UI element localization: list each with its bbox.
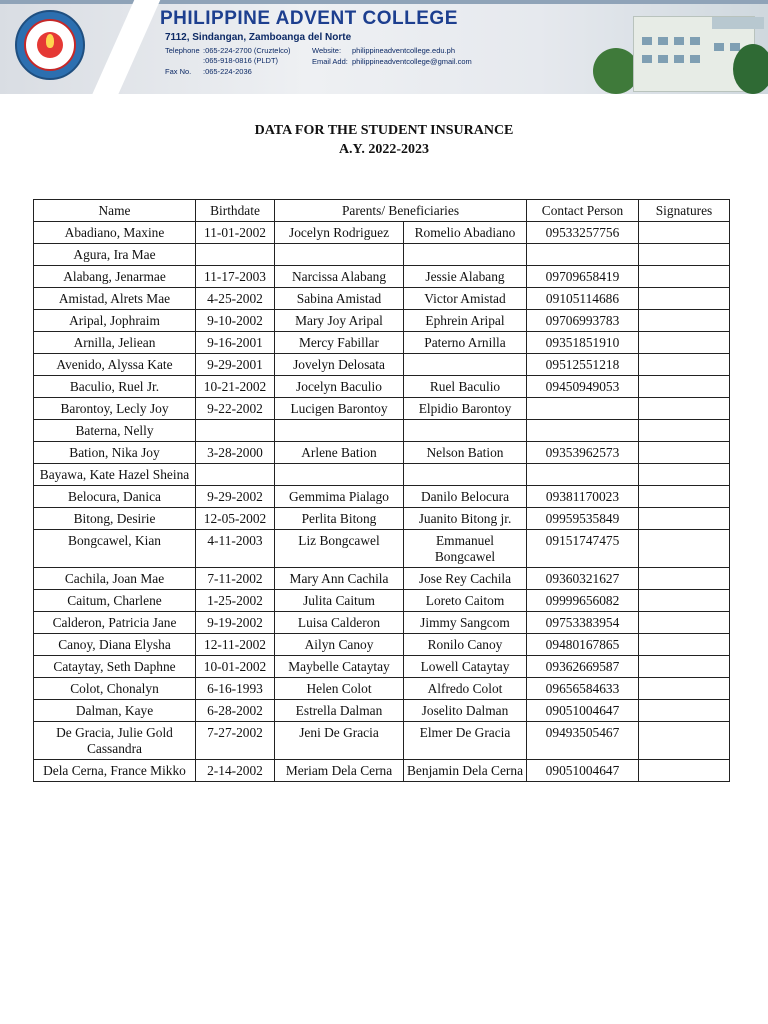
cell-signature [639,332,730,354]
cell-parent-mother: Lucigen Barontoy [275,398,404,420]
cell-signature [639,486,730,508]
table-row [34,310,730,332]
cell-name: Alabang, Jenarmae [34,266,196,288]
cell-parent-mother: Meriam Dela Cerna [275,760,404,782]
website-label: Website: [312,46,342,55]
cell-parent-father: Elmer De Gracia [404,722,527,760]
cell-birthdate: 12-11-2002 [196,634,275,656]
cell-parent-mother [275,464,404,486]
cell-signature [639,376,730,398]
cell-contact-number: 09450949053 [527,376,639,398]
fax-label: Fax No. [165,67,192,76]
cell-name: Baculio, Ruel Jr. [34,376,196,398]
cell-birthdate: 1-25-2002 [196,590,275,612]
cell-parent-mother: Estrella Dalman [275,700,404,722]
cell-parent-mother: Liz Bongcawel [275,530,404,568]
cell-parent-father [404,354,527,376]
email-label: Email Add: [312,57,348,66]
table-row [34,398,730,420]
website-url[interactable]: philippineadventcollege.edu.ph [352,46,456,55]
cell-name: Canoy, Diana Elysha [34,634,196,656]
cell-contact-number: 09381170023 [527,486,639,508]
cell-contact-number: 09351851910 [527,332,639,354]
table-row [34,222,730,244]
cell-parent-father: Loreto Caitom [404,590,527,612]
cell-parent-mother: Jocelyn Rodriguez [275,222,404,244]
cell-parent-father [404,244,527,266]
cell-contact-number: 09999656082 [527,590,639,612]
header-name: Name [34,200,196,222]
cell-parent-father: Elpidio Barontoy [404,398,527,420]
cell-birthdate: 7-27-2002 [196,722,275,760]
cell-signature [639,700,730,722]
banner-top-stripe [0,0,768,4]
cell-parent-father: Jessie Alabang [404,266,527,288]
cell-parent-father: Lowell Cataytay [404,656,527,678]
table-header-row [34,200,730,222]
cell-parent-father: Emmanuel Bongcawel [404,530,527,568]
seal-flame-icon [46,34,54,48]
cell-contact-number: 09151747475 [527,530,639,568]
cell-contact-number: 09709658419 [527,266,639,288]
cell-contact-number: 09533257756 [527,222,639,244]
cell-signature [639,222,730,244]
cell-signature [639,354,730,376]
email-address[interactable]: philippineadventcollege@gmail.com [352,57,472,66]
table-body [34,222,730,782]
header-parents-beneficiaries: Parents/ Beneficiaries [275,200,527,222]
college-name: PHILIPPINE ADVENT COLLEGE [160,8,458,29]
cell-parent-mother: Jocelyn Baculio [275,376,404,398]
cell-contact-number [527,398,639,420]
cell-signature [639,722,730,760]
cell-birthdate: 2-14-2002 [196,760,275,782]
cell-contact-number: 09512551218 [527,354,639,376]
cell-parent-mother: Gemmima Pialago [275,486,404,508]
table-row [34,678,730,700]
cell-signature [639,590,730,612]
cell-contact-number [527,464,639,486]
document-title: DATA FOR THE STUDENT INSURANCE [254,123,514,138]
cell-signature [639,420,730,442]
cell-birthdate: 9-16-2001 [196,332,275,354]
table-row [34,508,730,530]
cell-parent-father: Ronilo Canoy [404,634,527,656]
cell-name: Bongcawel, Kian [34,530,196,568]
cell-parent-father: Jimmy Sangcom [404,612,527,634]
cell-parent-mother: Ailyn Canoy [275,634,404,656]
cell-birthdate: 4-11-2003 [196,530,275,568]
cell-signature [639,568,730,590]
cell-signature [639,464,730,486]
cell-parent-father: Nelson Bation [404,442,527,464]
cell-signature [639,288,730,310]
letterhead-banner [0,0,768,94]
cell-parent-father: Alfredo Colot [404,678,527,700]
cell-name: Cataytay, Seth Daphne [34,656,196,678]
cell-signature [639,442,730,464]
cell-birthdate: 10-21-2002 [196,376,275,398]
cell-parent-father: Joselito Dalman [404,700,527,722]
cell-parent-mother: Sabina Amistad [275,288,404,310]
cell-name: Amistad, Alrets Mae [34,288,196,310]
cell-birthdate: 9-29-2002 [196,486,275,508]
cell-contact-number: 09360321627 [527,568,639,590]
cell-birthdate [196,464,275,486]
table-row [34,568,730,590]
cell-parent-mother: Jovelyn Delosata [275,354,404,376]
table-row [34,464,730,486]
cell-parent-father: Danilo Belocura [404,486,527,508]
cell-signature [639,398,730,420]
cell-signature [639,530,730,568]
telephone-number-2: :065-918-0816 (PLDT) [203,56,279,65]
cell-contact-number: 09105114686 [527,288,639,310]
cell-name: Bayawa, Kate Hazel Sheina [34,464,196,486]
table-row [34,656,730,678]
cell-parent-father: Ephrein Aripal [404,310,527,332]
cell-parent-mother: Arlene Bation [275,442,404,464]
cell-birthdate: 4-25-2002 [196,288,275,310]
cell-parent-mother [275,420,404,442]
cell-parent-father: Victor Amistad [404,288,527,310]
cell-parent-mother: Julita Caitum [275,590,404,612]
table-row [34,354,730,376]
cell-signature [639,760,730,782]
cell-contact-number: 09362669587 [527,656,639,678]
cell-parent-mother: Mary Ann Cachila [275,568,404,590]
cell-parent-mother: Perlita Bitong [275,508,404,530]
table-row [34,486,730,508]
cell-signature [639,244,730,266]
cell-parent-mother: Maybelle Cataytay [275,656,404,678]
cell-contact-number: 09753383954 [527,612,639,634]
cell-name: Agura, Ira Mae [34,244,196,266]
cell-name: Dela Cerna, France Mikko [34,760,196,782]
cell-birthdate: 9-22-2002 [196,398,275,420]
cell-name: Colot, Chonalyn [34,678,196,700]
cell-parent-mother [275,244,404,266]
table-row [34,530,730,568]
cell-parent-father: Paterno Arnilla [404,332,527,354]
cell-signature [639,266,730,288]
cell-name: Aripal, Jophraim [34,310,196,332]
cell-parent-mother: Mercy Fabillar [275,332,404,354]
cell-birthdate [196,244,275,266]
cell-parent-father: Juanito Bitong jr. [404,508,527,530]
cell-contact-number: 09656584633 [527,678,639,700]
cell-name: Bation, Nika Joy [34,442,196,464]
cell-birthdate: 6-16-1993 [196,678,275,700]
table-row [34,266,730,288]
table-row [34,634,730,656]
cell-name: Abadiano, Maxine [34,222,196,244]
table-row [34,420,730,442]
document-subtitle: A.Y. 2022-2023 [338,142,430,157]
cell-signature [639,612,730,634]
cell-birthdate: 9-29-2001 [196,354,275,376]
cell-birthdate [196,420,275,442]
cell-signature [639,678,730,700]
cell-parent-mother: Luisa Calderon [275,612,404,634]
cell-birthdate: 7-11-2002 [196,568,275,590]
cell-contact-number: 09353962573 [527,442,639,464]
header-birthdate: Birthdate [196,200,275,222]
cell-birthdate: 11-01-2002 [196,222,275,244]
table-row [34,612,730,634]
cell-contact-number: 09493505467 [527,722,639,760]
table-row [34,722,730,760]
table-row [34,442,730,464]
cell-birthdate: 6-28-2002 [196,700,275,722]
cell-parent-father [404,420,527,442]
cell-name: Barontoy, Lecly Joy [34,398,196,420]
college-address: 7112, Sindangan, Zamboanga del Norte [165,32,352,43]
cell-parent-mother: Jeni De Gracia [275,722,404,760]
cell-signature [639,508,730,530]
cell-contact-number [527,244,639,266]
table-row [34,376,730,398]
cell-parent-father [404,464,527,486]
cell-name: Caitum, Charlene [34,590,196,612]
campus-building-image [593,6,768,94]
cell-name: Cachila, Joan Mae [34,568,196,590]
cell-birthdate: 3-28-2000 [196,442,275,464]
cell-contact-number: 09959535849 [527,508,639,530]
cell-parent-father: Benjamin Dela Cerna [404,760,527,782]
cell-contact-number [527,420,639,442]
cell-parent-mother: Mary Joy Aripal [275,310,404,332]
telephone-label: Telephone [165,46,200,55]
cell-name: Bitong, Desirie [34,508,196,530]
table-row [34,700,730,722]
cell-name: Arnilla, Jeliean [34,332,196,354]
cell-name: Dalman, Kaye [34,700,196,722]
cell-name: De Gracia, Julie Gold Cassandra [34,722,196,760]
cell-signature [639,634,730,656]
cell-name: Belocura, Danica [34,486,196,508]
college-seal-logo [15,10,85,80]
cell-birthdate: 9-10-2002 [196,310,275,332]
cell-name: Calderon, Patricia Jane [34,612,196,634]
telephone-number-1: :065-224-2700 (Cruztelco) [203,46,291,55]
cell-contact-number: 09051004647 [527,700,639,722]
table-row [34,760,730,782]
cell-parent-father: Jose Rey Cachila [404,568,527,590]
cell-contact-number: 09706993783 [527,310,639,332]
cell-birthdate: 11-17-2003 [196,266,275,288]
student-insurance-table [33,199,730,782]
table-row [34,332,730,354]
cell-contact-number: 09051004647 [527,760,639,782]
cell-birthdate: 12-05-2002 [196,508,275,530]
cell-birthdate: 10-01-2002 [196,656,275,678]
cell-contact-number: 09480167865 [527,634,639,656]
header-contact-person: Contact Person [527,200,639,222]
cell-parent-father: Ruel Baculio [404,376,527,398]
cell-name: Baterna, Nelly [34,420,196,442]
cell-name: Avenido, Alyssa Kate [34,354,196,376]
fax-number: :065-224-2036 [203,67,252,76]
table-row [34,590,730,612]
table-row [34,244,730,266]
seal-inner-ring [24,19,76,71]
cell-signature [639,310,730,332]
cell-parent-mother: Narcissa Alabang [275,266,404,288]
header-signatures: Signatures [639,200,730,222]
cell-parent-father: Romelio Abadiano [404,222,527,244]
cell-birthdate: 9-19-2002 [196,612,275,634]
cell-signature [639,656,730,678]
table-row [34,288,730,310]
cell-parent-mother: Helen Colot [275,678,404,700]
banner-divider [85,0,164,94]
